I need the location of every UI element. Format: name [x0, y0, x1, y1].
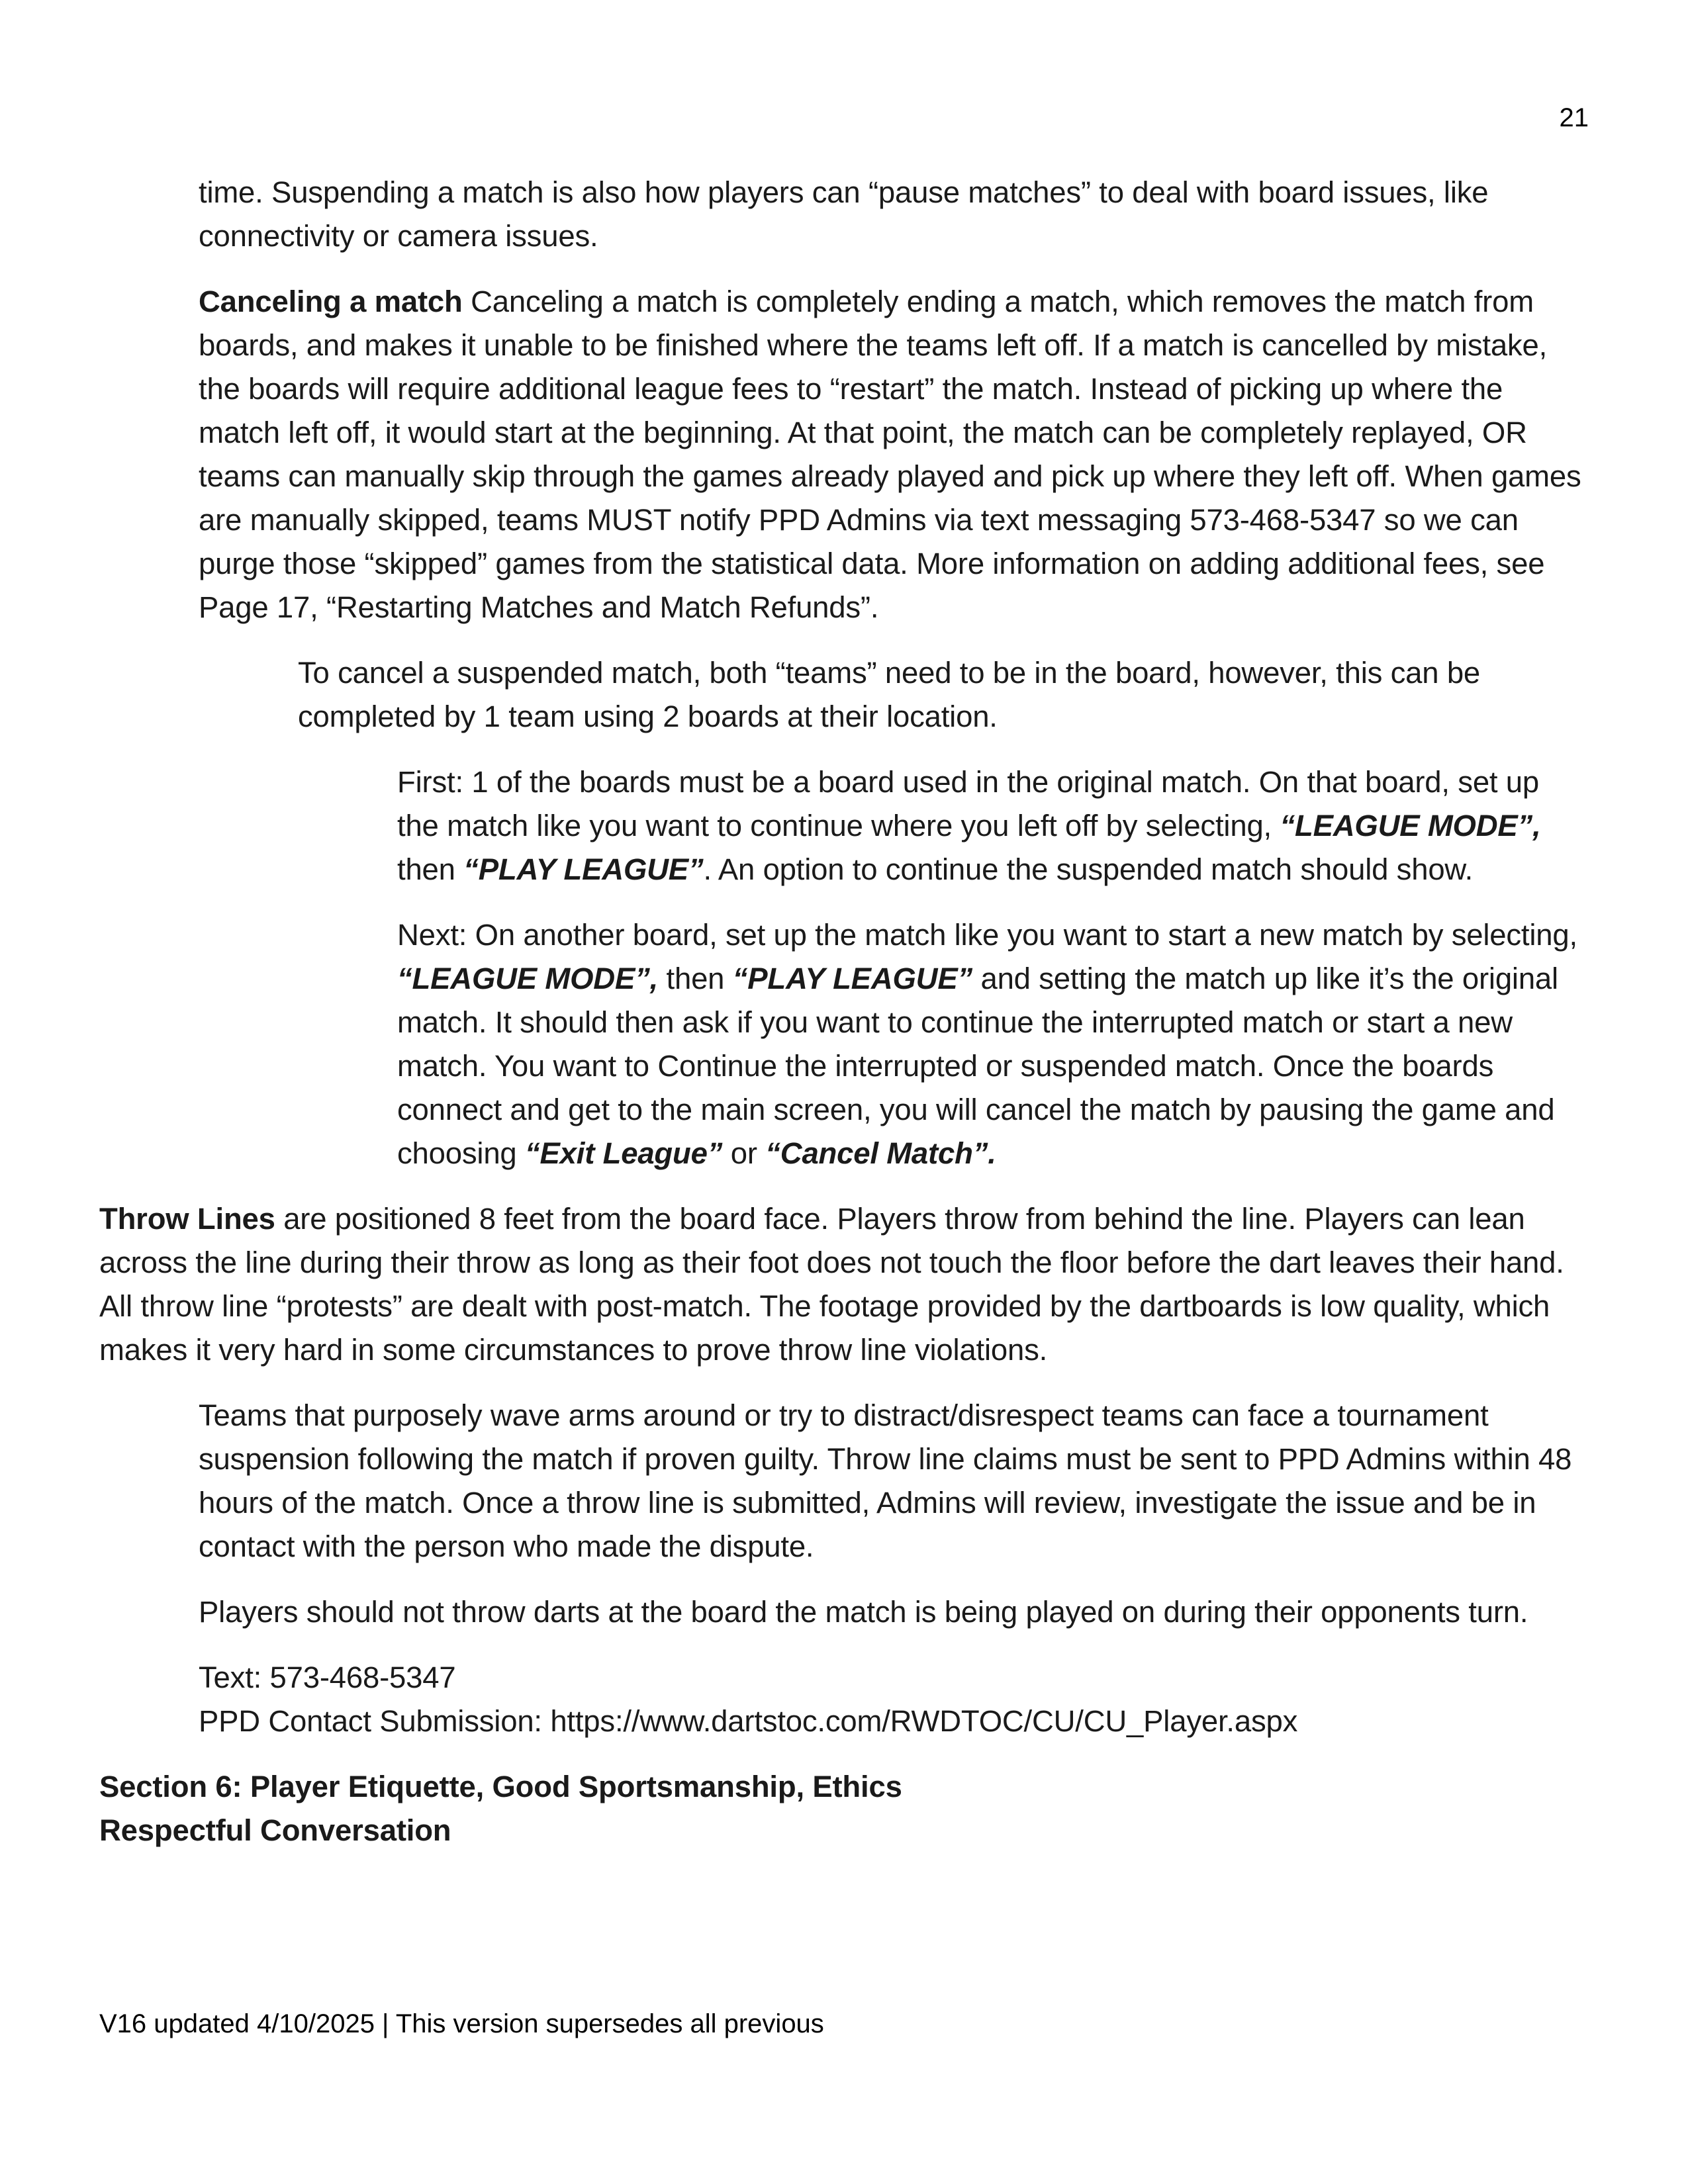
- contact-text-line: Text: 573-468-5347: [199, 1661, 456, 1694]
- next-step-then: then: [658, 962, 733, 995]
- suspend-continuation-paragraph: time. Suspending a match is also how players can “pause matches” to deal with board issues, like connectivity or camera issues.: [199, 175, 1489, 253]
- page-number: 21: [1559, 103, 1589, 132]
- first-step-then: then: [397, 852, 464, 886]
- canceling-match-body: Canceling a match is completely ending a match, which removes the match from boards, and makes it unable to be finished where the teams left off. If a match is cancelled by mistake, the boards will require additional league fees to “restart” the match. Instead of picking up where the match left off, it would start at the beginning. At that point, the match can be completely replayed, OR teams can manually skip through the games already played and pick up where they left off. When games are manually skipped, teams MUST notify PPD Admins via text messaging 573-468-5347 so we can purge those “skipped” games from the statistical data. More information on adding additional fees, see Page 17, “Restarting Matches and Match Refunds”.: [199, 285, 1581, 624]
- contact-submission-line: PPD Contact Submission: https://www.dartstoc.com/RWDTOC/CU/CU_Player.aspx: [199, 1704, 1298, 1738]
- subsection-heading: Respectful Conversation: [99, 1813, 451, 1847]
- canceling-match-heading: Canceling a match: [199, 285, 463, 318]
- next-step-text: Next: On another board, set up the match like you want to start a new match by selecting,: [397, 918, 1577, 952]
- first-step-text: First: 1 of the boards must be a board used in the original match. On that board, set up the match like you want to continue where you left off by selecting,: [397, 765, 1540, 842]
- next-step-cancel-match: “Cancel Match”.: [765, 1136, 996, 1170]
- first-step-text-end: . An option to continue the suspended match should show.: [703, 852, 1474, 886]
- next-step-league-mode: “LEAGUE MODE”,: [397, 962, 659, 995]
- contact-block: [199, 1656, 1589, 1743]
- first-step-play-league: “PLAY LEAGUE”: [463, 852, 704, 886]
- distract-rule-paragraph: Teams that purposely wave arms around or try to distract/disrespect teams can face a tournament suspension following the match if proven guilty. Throw line claims must be sent to PPD Admins within 48 hours of the match. Once a throw line is submitted, Admins will review, investigate the issue and be in contact with the person who made the dispute.: [199, 1398, 1572, 1563]
- cancel-suspended-paragraph: To cancel a suspended match, both “teams” need to be in the board, however, this can be completed by 1 team using 2 boards at their location.: [298, 656, 1481, 733]
- first-step-paragraph: [397, 760, 1589, 891]
- throw-lines-heading: Throw Lines: [99, 1202, 275, 1236]
- canceling-match-paragraph: [199, 280, 1589, 629]
- opponent-turn-paragraph: Players should not throw darts at the board the match is being played on during their opponents turn.: [199, 1595, 1528, 1629]
- next-step-play-league: “PLAY LEAGUE”: [732, 962, 973, 995]
- throw-lines-paragraph: [99, 1197, 1589, 1372]
- next-step-or: or: [722, 1136, 766, 1170]
- next-step-exit-league: “Exit League”: [524, 1136, 723, 1170]
- document-body: [99, 171, 1589, 1874]
- throw-lines-body: are positioned 8 feet from the board face. Players throw from behind the line. Players can lean across the line during their throw as long as their foot does not touch the floor before the dart leaves their hand. All throw line “protests” are dealt with post-match. The footage provided by the dartboards is low quality, which makes it very hard in some circumstances to prove throw line violations.: [99, 1202, 1564, 1367]
- footer: V16 updated 4/10/2025 | This version supersedes all previous: [99, 2009, 824, 2038]
- first-step-league-mode: “LEAGUE MODE”,: [1280, 809, 1541, 842]
- next-step-paragraph: [397, 913, 1589, 1175]
- next-step-text-mid: and setting the match up like it’s the original match. It should then ask if you want to continue the interrupted match or start a new match. You want to Continue the interrupted or suspended match. Once the boards connect and get to the main screen, you will cancel the match by pausing the game and choosing: [397, 962, 1558, 1170]
- section-heading: Section 6: Player Etiquette, Good Sportsmanship, Ethics: [99, 1770, 902, 1803]
